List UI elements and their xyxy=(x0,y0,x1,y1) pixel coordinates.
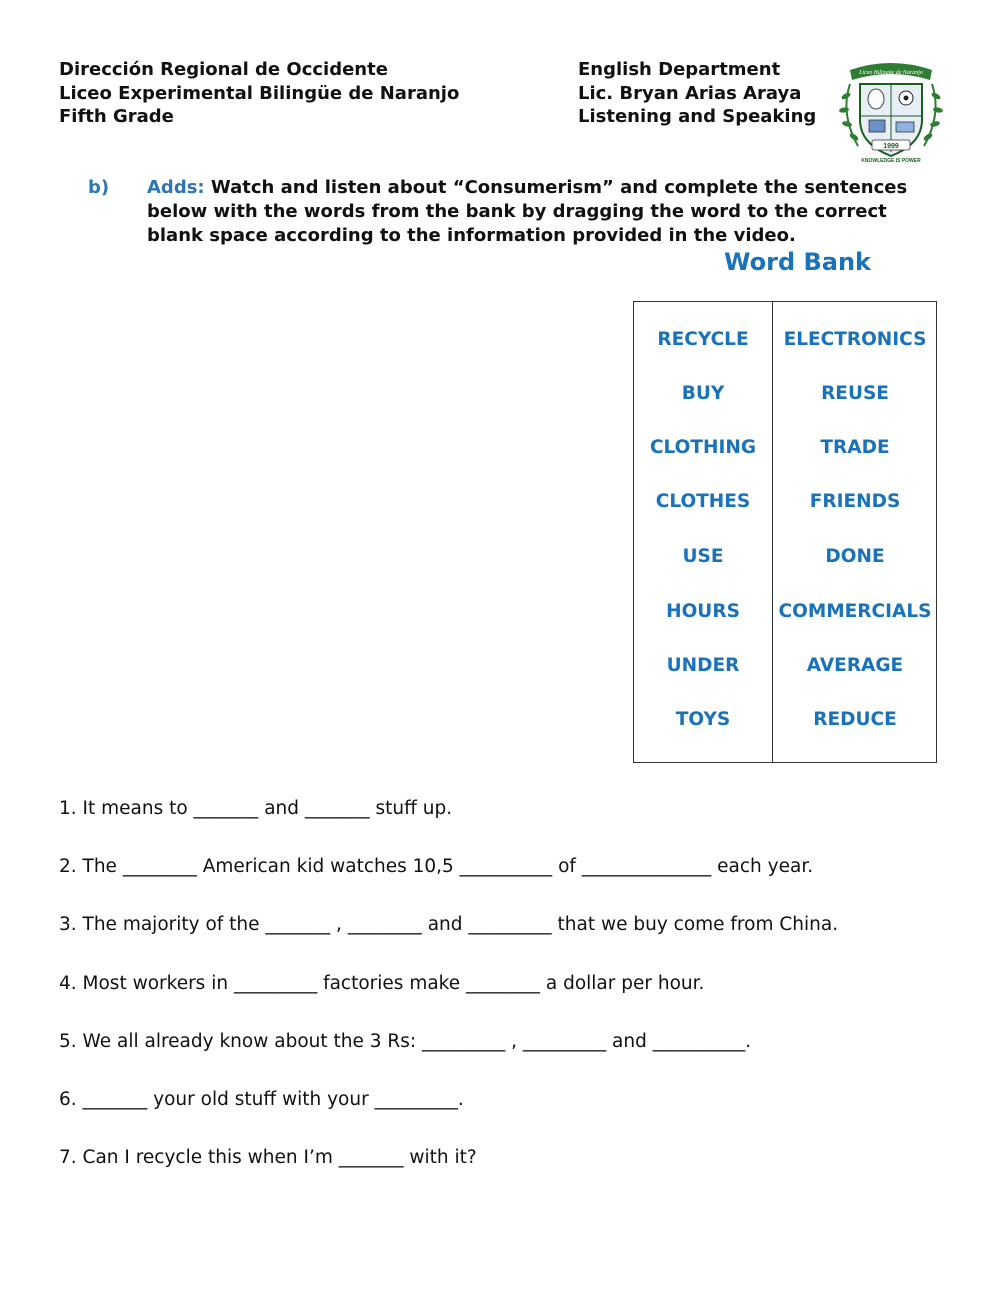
header-grade: Fifth Grade xyxy=(59,106,174,127)
word-bank-word[interactable]: TRADE xyxy=(820,437,890,458)
sentence-6[interactable]: 6. _______ your old stuff with your _________. xyxy=(59,1089,464,1110)
instruction-letter: b) xyxy=(88,177,110,198)
instruction-text: Watch and listen about “Consumerism” and complete the sentences below with the words from the bank by dragging the word to the correct blank space according to the information provided in the video. xyxy=(147,177,908,246)
word-bank-word[interactable]: FRIENDS xyxy=(809,491,901,512)
header-right xyxy=(578,58,816,129)
header-subject: Listening and Speaking xyxy=(578,106,817,127)
word-bank-word[interactable]: AVERAGE xyxy=(806,655,904,676)
sentence-1[interactable]: 1. It means to _______ and _______ stuff up. xyxy=(59,798,453,819)
word-bank-table xyxy=(633,301,937,763)
header-school-name: Liceo Experimental Bilingüe de Naranjo xyxy=(59,82,460,104)
word-bank-word[interactable]: REUSE xyxy=(821,383,889,404)
word-bank-word[interactable]: CLOTHES xyxy=(655,491,751,512)
word-bank-word[interactable]: BUY xyxy=(681,383,725,404)
sentence-4[interactable]: 4. Most workers in _________ factories make ________ a dollar per hour. xyxy=(59,973,705,994)
svg-text:KNOWLEDGE IS POWER: KNOWLEDGE IS POWER xyxy=(861,158,921,164)
header-left xyxy=(59,58,459,129)
header-department: English Department xyxy=(578,59,781,80)
sentence-5[interactable]: 5. We all already know about the 3 Rs: _________ , _________ and __________. xyxy=(59,1031,752,1052)
instruction-label: Adds: xyxy=(147,177,205,198)
school-logo xyxy=(836,54,946,164)
word-bank-word[interactable]: RECYCLE xyxy=(657,329,749,350)
instruction-body xyxy=(147,176,937,248)
svg-text:1999: 1999 xyxy=(883,143,899,150)
word-bank-title: Word Bank xyxy=(724,248,872,276)
word-bank-divider xyxy=(772,302,773,762)
word-bank-word[interactable]: DONE xyxy=(825,546,885,567)
word-bank-word[interactable]: UNDER xyxy=(666,655,740,676)
header-regional-direction: Dirección Regional de Occidente xyxy=(59,59,388,80)
word-bank-word[interactable]: HOURS xyxy=(666,601,740,622)
word-bank-word[interactable]: USE xyxy=(682,546,724,567)
sentence-3[interactable]: 3. The majority of the _______ , ________ and _________ that we buy come from China. xyxy=(59,914,839,935)
sentence-2[interactable]: 2. The ________ American kid watches 10,5 __________ of ______________ each year. xyxy=(59,856,814,877)
word-bank-word[interactable]: COMMERCIALS xyxy=(778,601,932,622)
word-bank-word[interactable]: TOYS xyxy=(675,709,731,730)
word-bank-word[interactable]: CLOTHING xyxy=(649,437,757,458)
word-bank-word[interactable]: ELECTRONICS xyxy=(783,329,927,350)
sentence-7[interactable]: 7. Can I recycle this when I’m _______ with it? xyxy=(59,1147,477,1168)
word-bank-word[interactable]: REDUCE xyxy=(813,709,897,730)
header-teacher: Lic. Bryan Arias Araya xyxy=(578,82,802,104)
svg-text:Liceo Bilingüe de Naranjo: Liceo Bilingüe de Naranjo xyxy=(859,70,923,76)
